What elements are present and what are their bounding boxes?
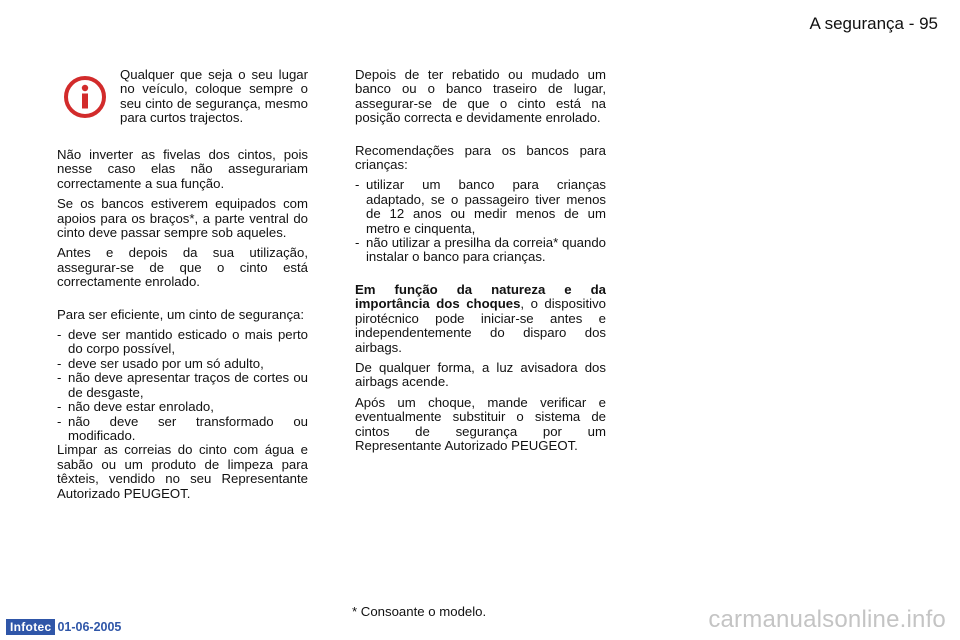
watermark: carmanualsonline.info: [708, 606, 946, 633]
paragraph-retraction: Antes e depois da sua utilização, assegurar-se de que o cinto está correctamente enrolado.: [57, 245, 308, 290]
list-item: - não deve estar enrolado,: [57, 400, 308, 414]
list-item: - deve ser usado por um só adulto,: [57, 357, 308, 371]
infotec-logo: Infotec: [6, 619, 55, 635]
list-item: - não deve ser transformado ou modificado.: [57, 415, 308, 444]
pyrotechnic-bold-lead: Em função da natureza e da importância dos choques: [355, 281, 606, 312]
paragraph-after-folding: Depois de ter rebatido ou mudado um banco ou o banco traseiro de lugar, assegurar-se de que o cinto está na posição correcta e devidamente enrolado.: [355, 67, 606, 126]
paragraph-efficiency-intro: Para ser eficiente, um cinto de segurança:: [57, 306, 305, 322]
paragraph-armrests: Se os bancos estiverem equipados com apoios para os braços*, a parte ventral do cinto deve passar sempre sob aqueles.: [57, 196, 308, 241]
footnote: * Consoante o modelo.: [352, 604, 487, 619]
left-column: [57, 68, 308, 501]
list-item: - não utilizar a presilha da correia* quando instalar o banco para crianças.: [355, 236, 606, 265]
list-item: - utilizar um banco para crianças adaptado, se o passageiro tiver menos de 12 anos ou medir menos de um metro e cinquenta,: [355, 178, 606, 236]
paragraph-warning-light: De qualquer forma, a luz avisadora dos airbags acende.: [355, 359, 606, 390]
warning-text: Qualquer que seja o seu lugar no veículo, coloque sempre o seu cinto de segurança, mesmo para curtos trajectos.: [120, 67, 308, 126]
right-column: [355, 68, 606, 453]
paragraph-buckles: Não inverter as fivelas dos cintos, pois nesse caso elas não assegurariam correctamente a sua função.: [57, 147, 308, 191]
child-seat-list: [355, 178, 606, 264]
warning-block: [57, 68, 308, 136]
paragraph-child-seat-intro: Recomendações para os bancos para crianças:: [355, 142, 606, 173]
paragraph-after-impact: Após um choque, mande verificar e eventualmente substituir o sistema de cintos de segurança por um Representante Autorizado PEUGEOT.: [355, 394, 606, 453]
efficiency-list: [57, 328, 308, 443]
info-warning-icon: [63, 75, 107, 119]
paragraph-pyrotechnic: [355, 283, 606, 355]
list-item: - deve ser mantido esticado o mais perto do corpo possível,: [57, 328, 308, 357]
list-item: - não deve apresentar traços de cortes ou de desgaste,: [57, 371, 308, 400]
pyrotechnic-rest: , o dispositivo pirotécnico pode iniciar-se antes e independentemente do disparo dos airbags.: [355, 296, 606, 355]
footer-date: 01-06-2005: [57, 620, 122, 634]
footer-brand: [6, 619, 121, 635]
page-header: A segurança - 95: [809, 14, 938, 33]
paragraph-cleaning: Limpar as correias do cinto com água e sabão ou um produto de limpeza para têxteis, vendido no seu Representante Autorizado PEUGEOT.: [57, 442, 308, 501]
